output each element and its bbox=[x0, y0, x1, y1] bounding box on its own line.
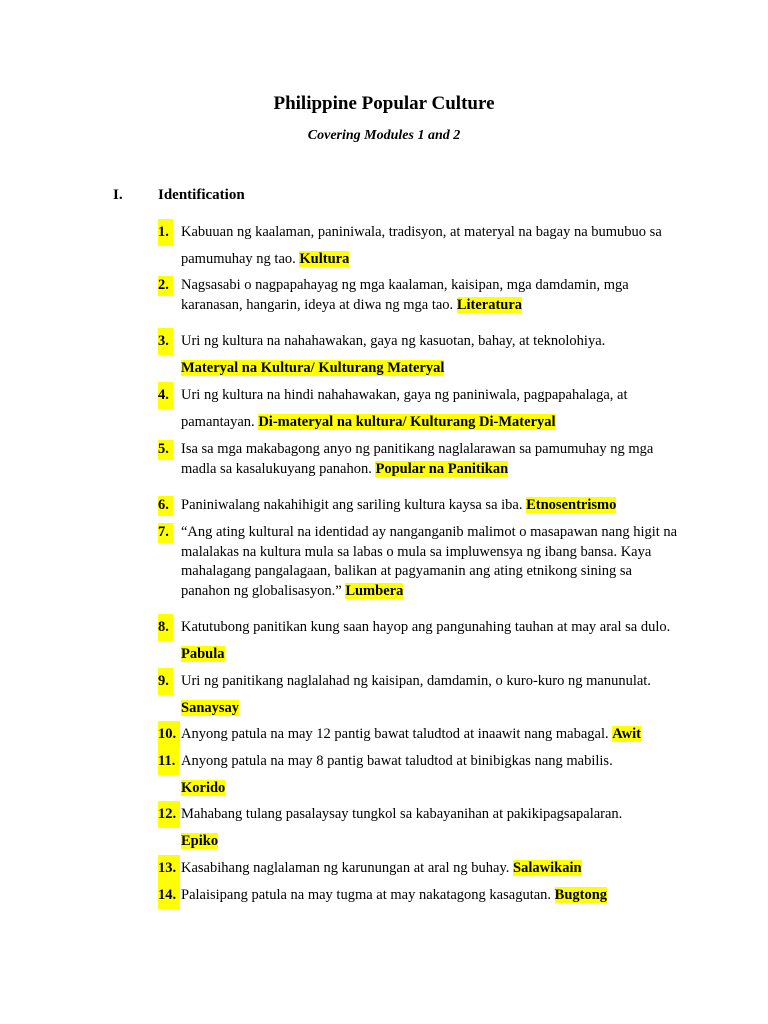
item-text bbox=[181, 882, 678, 909]
list-item bbox=[158, 440, 678, 479]
answer-highlight: Literatura bbox=[456, 296, 523, 313]
list-item bbox=[158, 668, 678, 722]
list-item bbox=[158, 523, 678, 601]
item-number: 5. bbox=[158, 440, 173, 460]
item-number: 13. bbox=[158, 855, 180, 882]
item-text bbox=[181, 523, 678, 601]
item-number: 2. bbox=[158, 276, 173, 296]
answer-highlight: Epiko bbox=[181, 833, 219, 849]
answer-highlight: Bugtong bbox=[554, 887, 608, 903]
question-text: Palaisipang patula na may tugma at may nakatagong kasagutan. bbox=[181, 887, 555, 903]
item-text bbox=[181, 276, 678, 315]
item-number: 11. bbox=[158, 748, 179, 775]
answer-highlight: Di-materyal na kultura/ Kulturang Di-Materyal bbox=[258, 414, 556, 430]
item-number: 9. bbox=[158, 668, 173, 695]
item-text bbox=[181, 328, 678, 382]
item-number: 1. bbox=[158, 219, 173, 246]
item-text bbox=[181, 668, 678, 722]
answer-highlight: Awit bbox=[612, 726, 641, 742]
item-text bbox=[181, 219, 678, 273]
answer-highlight: Materyal na Kultura/ Kulturang Materyal bbox=[181, 360, 445, 376]
item-number: 7. bbox=[158, 523, 173, 543]
answer-highlight: Kultura bbox=[299, 251, 350, 267]
question-text: Uri ng kultura na hindi nahahawakan, gaya ng paniniwala, pagpapahalaga, at pamantayan. bbox=[181, 387, 628, 430]
question-text: Uri ng kultura na nahahawakan, gaya ng kasuotan, bahay, at teknolohiya. bbox=[181, 333, 606, 349]
question-text: Uri ng panitikang naglalahad ng kaisipan, damdamin, o kuro-kuro ng manunulat. bbox=[181, 673, 651, 689]
question-text: Nagsasabi o nagpapahayag ng mga kaalaman, kaisipan, mga damdamin, mga karanasan, hangarin, ideya at diwa ng mga tao. bbox=[181, 277, 629, 313]
item-number: 10. bbox=[158, 721, 180, 748]
question-text: Katutubong panitikan kung saan hayop ang pangunahing tauhan at may aral sa dulo. bbox=[181, 619, 671, 635]
question-text: Isa sa mga makabagong anyo ng panitikang naglalarawan sa pamumuhay ng mga madla sa kasalukuyang panahon. bbox=[181, 441, 654, 477]
question-text: Mahabang tulang pasalaysay tungkol sa kabayanihan at pakikipagsapalaran. bbox=[181, 806, 623, 822]
answer-highlight: Popular na Panitikan bbox=[375, 460, 509, 477]
item-number: 4. bbox=[158, 382, 173, 409]
document-subtitle: Covering Modules 1 and 2 bbox=[307, 128, 461, 143]
question-text: Kabuuan ng kaalaman, paniniwala, tradisyon, at materyal na bagay na bumubuo sa pamumuhay ng tao. bbox=[181, 224, 662, 267]
document-title: Philippine Popular Culture bbox=[273, 93, 495, 114]
list-item bbox=[158, 382, 678, 436]
list-item bbox=[158, 882, 678, 909]
item-number: 14. bbox=[158, 882, 180, 909]
list-item bbox=[158, 276, 678, 315]
item-text bbox=[181, 382, 678, 436]
list-item bbox=[158, 614, 678, 668]
item-text bbox=[181, 721, 678, 748]
item-text bbox=[181, 855, 678, 882]
list-item bbox=[158, 496, 678, 516]
answer-highlight: Salawikain bbox=[513, 860, 582, 876]
question-text: Anyong patula na may 12 pantig bawat taludtod at inaawit nang mabagal. bbox=[181, 726, 613, 742]
question-text: Anyong patula na may 8 pantig bawat taludtod at binibigkas nang mabilis. bbox=[181, 753, 613, 769]
section-title: Identification bbox=[158, 187, 245, 203]
item-text bbox=[181, 440, 678, 479]
answer-highlight: Etnosentrismo bbox=[526, 497, 617, 513]
item-text bbox=[181, 801, 678, 855]
question-text: Paniniwalang nakahihigit ang sariling kultura kaysa sa iba. bbox=[181, 497, 527, 513]
answer-highlight: Lumbera bbox=[345, 582, 404, 599]
question-text: “Ang ating kultural na identidad ay nanganganib malimot o masapawan nang higit na malalakas na kultura mula sa labas o mula sa impluwensya ng ibang bansa. Kaya mahalagang pangalagaan, balikan at pagyamanin ang ating etnikong sining sa panahon ng globalisasyon.” bbox=[181, 524, 678, 599]
list-item bbox=[158, 801, 678, 855]
answer-highlight: Pabula bbox=[181, 646, 225, 662]
item-text bbox=[181, 748, 678, 802]
item-number: 8. bbox=[158, 614, 173, 641]
list-item bbox=[158, 328, 678, 382]
item-number: 12. bbox=[158, 801, 180, 828]
list-item bbox=[158, 855, 678, 882]
list-item bbox=[158, 219, 678, 273]
question-text: Kasabihang naglalaman ng karunungan at aral ng buhay. bbox=[181, 860, 514, 876]
list-item bbox=[158, 721, 678, 748]
item-text bbox=[181, 614, 678, 668]
section-number: I. bbox=[113, 187, 123, 203]
answer-highlight: Korido bbox=[181, 780, 226, 796]
item-number: 6. bbox=[158, 496, 173, 516]
item-number: 3. bbox=[158, 328, 173, 355]
answer-highlight: Sanaysay bbox=[181, 700, 240, 716]
item-text bbox=[181, 496, 678, 516]
list-item bbox=[158, 748, 678, 802]
